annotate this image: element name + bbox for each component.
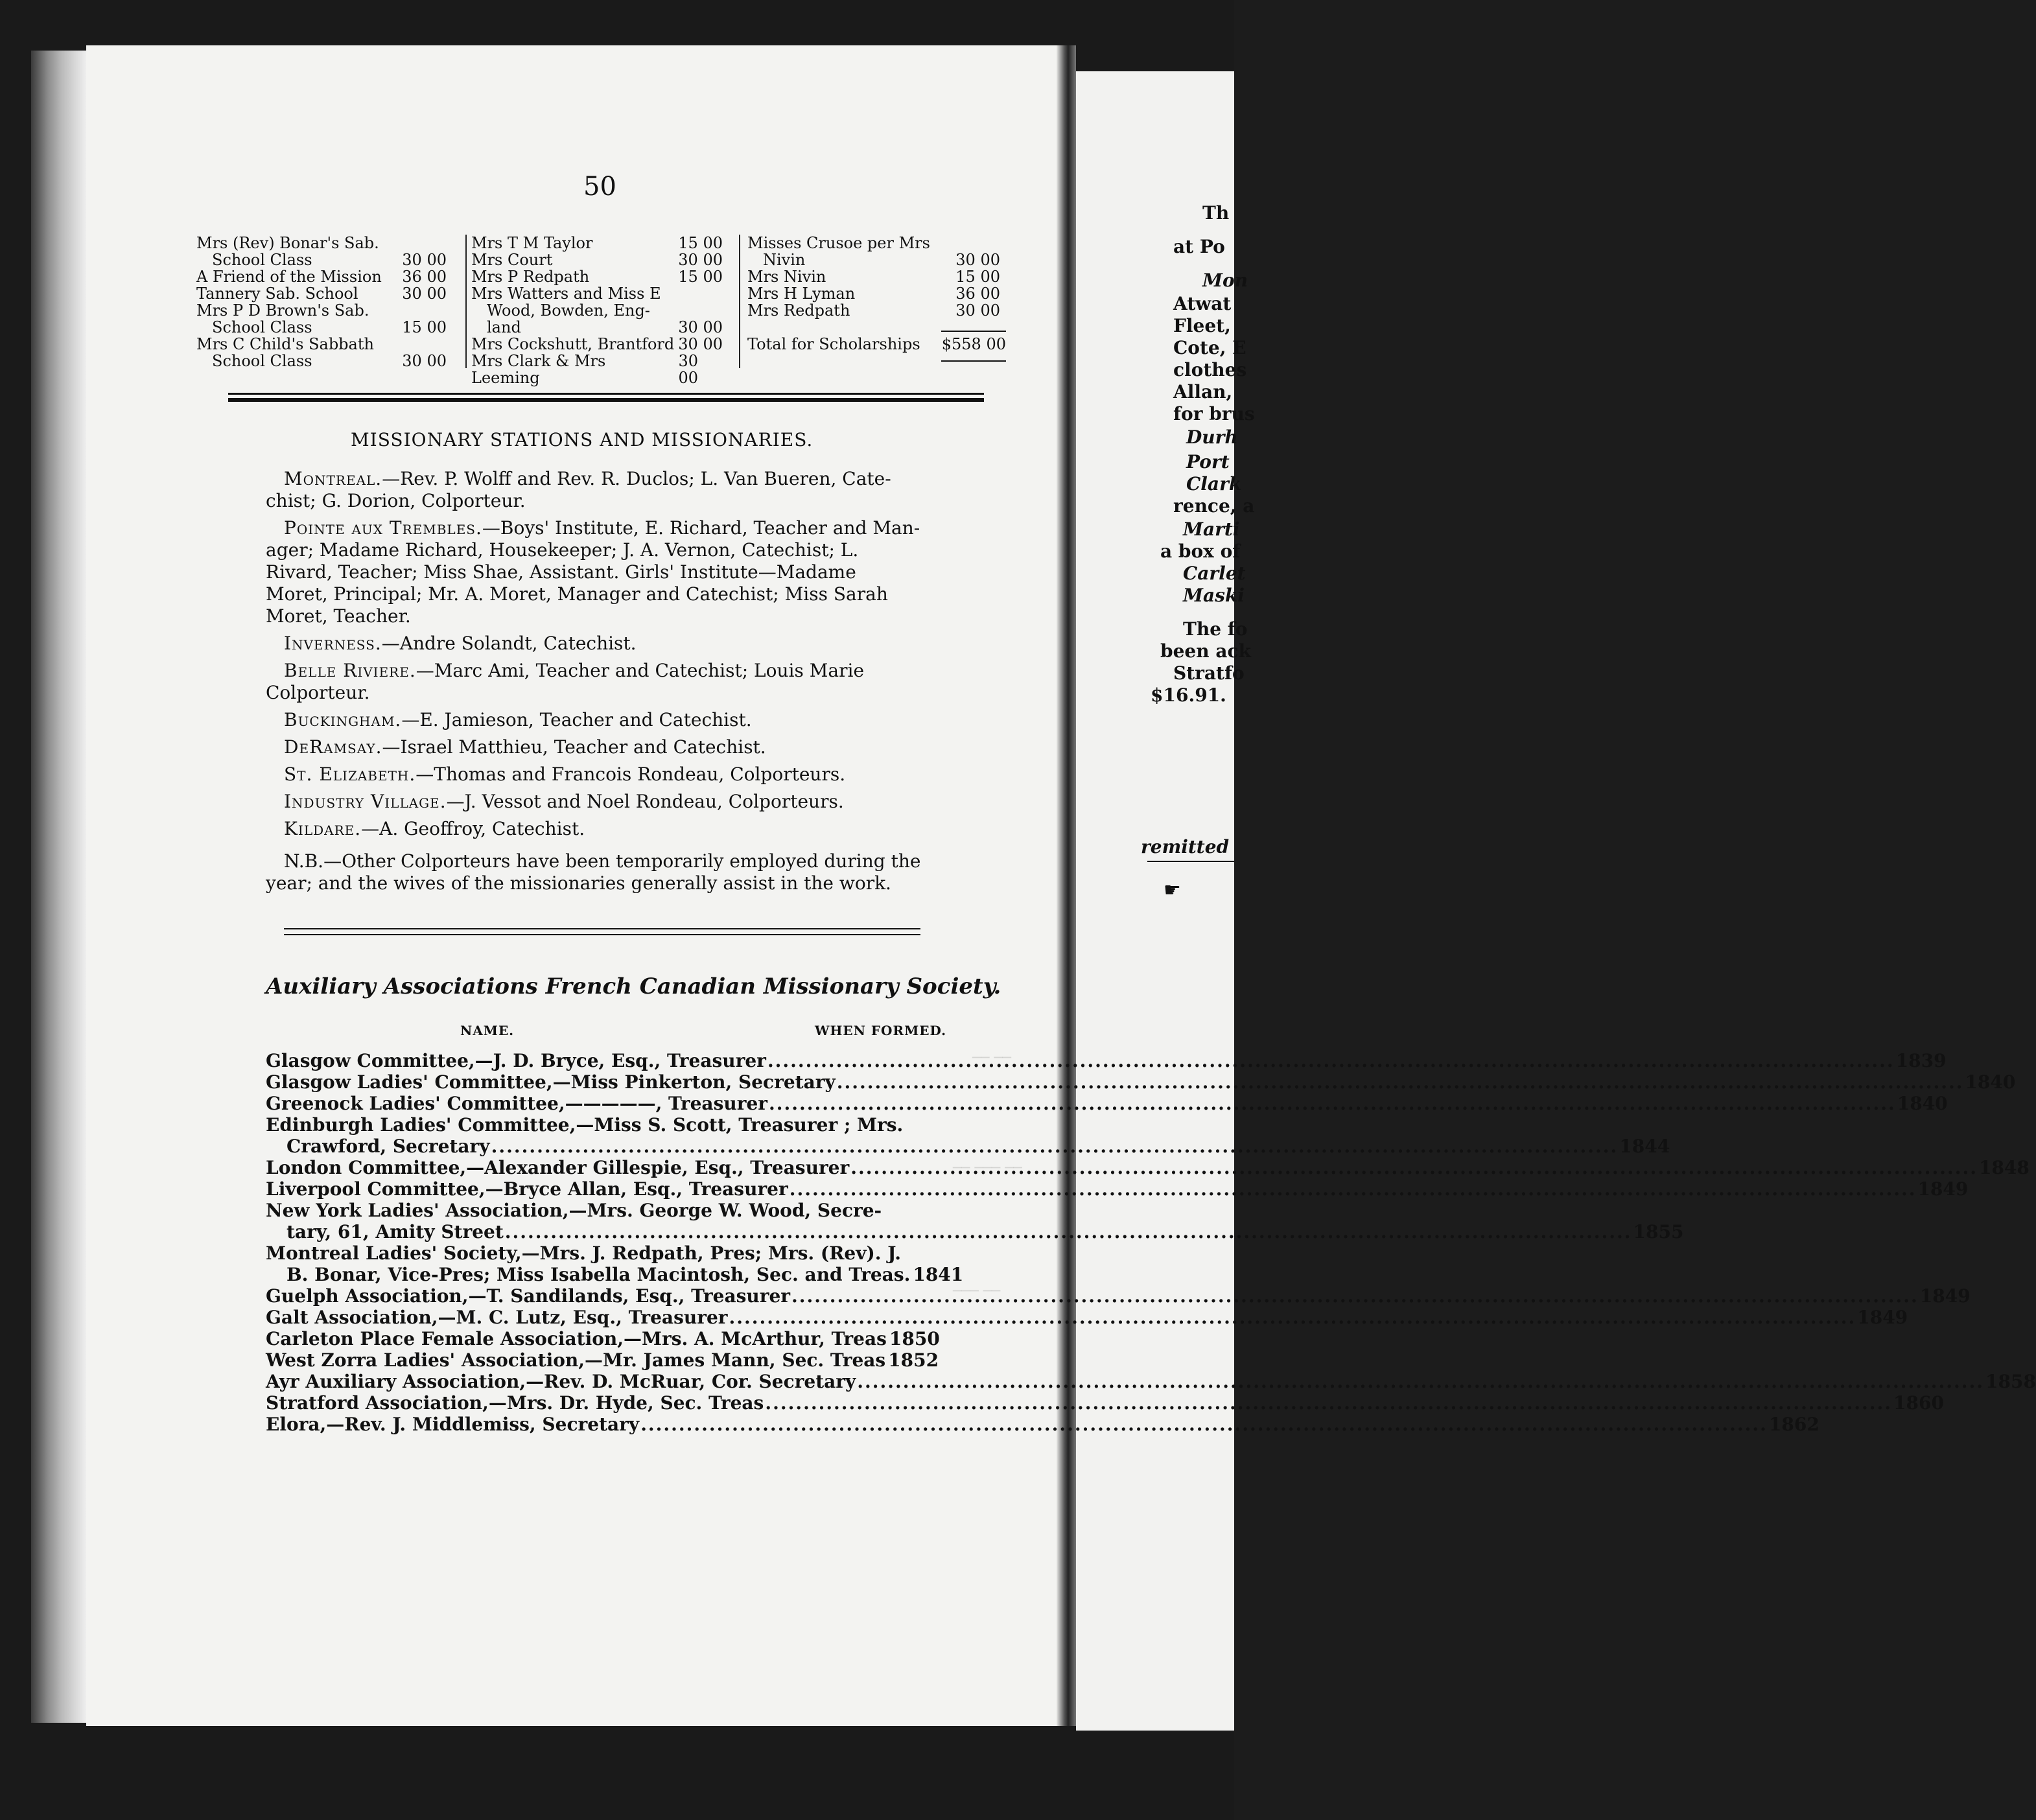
total-label: Total for Scholarships <box>747 335 920 353</box>
right-page-fragment: at Po <box>1173 236 1225 257</box>
donation-amount: 15 00 <box>678 234 723 252</box>
donor-name: Mrs Court <box>471 251 553 269</box>
donor-name: A Friend of the Mission <box>196 268 382 286</box>
page-gutter <box>1057 45 1076 1726</box>
donor-name: Mrs Redpath <box>747 301 850 320</box>
right-page-fragment: Stratfo <box>1173 662 1245 684</box>
station-line <box>266 736 920 758</box>
note-line: N.B.—Other Colporteurs have been temporarily employed during the <box>284 850 921 872</box>
station-entry <box>266 517 920 627</box>
donation-row <box>471 251 723 268</box>
station-text: Rivard, Teacher; Miss Shae, Assistant. Girls' Institute—Madame <box>266 561 856 583</box>
station-place: Montreal. <box>284 468 382 489</box>
column-divider <box>465 235 467 368</box>
donation-row <box>196 235 447 251</box>
auxiliary-row <box>266 1414 1820 1435</box>
year-formed: 1852 <box>888 1349 939 1371</box>
donation-amount: 36 00 <box>402 268 447 286</box>
auxiliary-text: Glasgow Ladies' Committee,—Miss Pinkerton, Secretary <box>266 1071 836 1093</box>
auxiliary-text: Montreal Ladies' Society,—Mrs. J. Redpath, Pres; Mrs. (Rev). J. <box>266 1242 902 1264</box>
donation-row <box>471 268 723 285</box>
donor-name: Mrs P D Brown's Sab. <box>196 301 369 320</box>
auxiliary-text: Galt Association,—M. C. Lutz, Esq., Treasurer <box>266 1307 728 1328</box>
station-entry <box>266 818 920 840</box>
leader-dots <box>491 1136 1619 1157</box>
auxiliary-text: Ayr Auxiliary Association,—Rev. D. McRuar, Cor. Secretary <box>266 1371 856 1392</box>
auxiliary-text: tary, 61, Amity Street <box>287 1221 504 1242</box>
donation-amount: 30 00 <box>678 335 723 353</box>
station-text: Moret, Teacher. <box>266 605 411 627</box>
station-place: St. Elizabeth. <box>284 764 416 785</box>
leader-dots <box>857 1371 1984 1392</box>
year-formed: 1839 <box>1895 1050 1947 1071</box>
right-page-fragment: Cote, E <box>1173 337 1246 358</box>
right-page-rule <box>1147 861 1234 862</box>
right-page-fragment: $16.91. <box>1151 684 1226 706</box>
name-column-header: NAME. <box>460 1023 515 1038</box>
right-page-fragment: for brus <box>1173 403 1255 425</box>
station-place: Industry Village. <box>284 791 447 812</box>
auxiliary-row <box>266 1328 940 1349</box>
station-text: ager; Madame Richard, Housekeeper; J. A. Vernon, Catechist; L. <box>266 539 859 561</box>
station-text: —Andre Solandt, Catechist. <box>381 633 637 654</box>
station-text: chist; G. Dorion, Colporteur. <box>266 490 526 511</box>
station-entry <box>266 709 920 731</box>
donations-column-1 <box>196 235 447 369</box>
auxiliary-text: Greenock Ladies' Committee,—————, Treasurer <box>266 1093 768 1114</box>
year-formed: 1841 <box>913 1264 964 1285</box>
right-page-fragment: Atwat <box>1173 293 1232 314</box>
station-place: DeRamsay. <box>284 736 382 758</box>
station-note <box>266 850 920 894</box>
bleed-through-mark: ── ── <box>972 1050 1011 1066</box>
auxiliary-text: B. Bonar, Vice-Pres; Miss Isabella Macintosh, Sec. and Treas. <box>287 1264 911 1285</box>
year-formed: 1849 <box>1917 1178 1969 1200</box>
leader-dots <box>837 1071 1964 1093</box>
station-line <box>266 583 920 605</box>
donation-row <box>747 268 1000 285</box>
leader-dots <box>765 1392 1892 1414</box>
donation-row <box>196 268 447 285</box>
auxiliary-row <box>266 1392 1944 1414</box>
station-text: —J. Vessot and Noel Rondeau, Colporteurs. <box>446 791 844 812</box>
station-place: Belle Riviere. <box>284 660 416 681</box>
station-line <box>266 468 920 490</box>
donation-amount: 30 00 <box>678 352 699 387</box>
auxiliary-row <box>266 1285 1971 1307</box>
auxiliary-list <box>266 1050 2036 1435</box>
right-page-fragment: Fleet, <box>1173 315 1231 336</box>
donation-row <box>196 353 447 369</box>
year-formed: 1849 <box>1857 1307 1908 1328</box>
donor-name: Mrs Clark & Mrs Leeming <box>471 352 606 387</box>
leader-dots <box>767 1050 1895 1071</box>
station-line <box>266 517 920 539</box>
station-line <box>266 818 920 840</box>
right-page-fragment: clothes <box>1173 359 1247 380</box>
station-place: Inverness. <box>284 633 382 654</box>
right-page-fragment: Durh <box>1186 426 1238 448</box>
donor-name: Mrs P Redpath <box>471 268 590 286</box>
auxiliary-row <box>266 1264 964 1285</box>
right-page <box>1076 71 1255 1731</box>
donation-row <box>196 336 447 353</box>
donation-amount: 30 00 <box>678 318 723 336</box>
station-text: —A. Geoffroy, Catechist. <box>361 818 585 839</box>
auxiliary-row <box>266 1178 1969 1200</box>
auxiliary-row <box>266 1200 919 1221</box>
donation-amount: 30 00 <box>402 285 447 303</box>
auxiliary-row <box>266 1242 919 1264</box>
donation-amount: 15 00 <box>955 268 1000 286</box>
donations-column-3 <box>747 235 1000 319</box>
right-page-fragment: Mon <box>1202 270 1248 291</box>
auxiliary-text: Edinburgh Ladies' Committee,—Miss S. Scott, Treasurer ; Mrs. <box>266 1114 904 1136</box>
bleed-through-mark: ── ─── ── <box>953 1160 1022 1176</box>
donation-amount: 30 00 <box>402 251 447 269</box>
donor-name: land <box>487 318 521 336</box>
donation-row <box>747 251 1000 268</box>
right-page-fragment: Marti <box>1183 519 1240 540</box>
auxiliary-text: Crawford, Secretary <box>287 1136 490 1157</box>
auxiliary-text: Glasgow Committee,—J. D. Bryce, Esq., Treasurer <box>266 1050 766 1071</box>
leader-dots <box>729 1307 1856 1328</box>
station-place: Pointe aux Trembles. <box>284 517 482 539</box>
auxiliary-text: Guelph Association,—T. Sandilands, Esq., Treasurer <box>266 1285 791 1307</box>
station-text: —E. Jamieson, Teacher and Catechist. <box>401 709 752 730</box>
donation-amount: 30 00 <box>678 251 723 269</box>
donation-row <box>747 235 1000 251</box>
auxiliary-row <box>266 1157 2030 1178</box>
auxiliary-row <box>266 1071 2016 1093</box>
year-formed: 1858 <box>1985 1371 2036 1392</box>
section-rule <box>228 393 984 395</box>
donation-row <box>196 319 447 336</box>
leader-dots <box>769 1093 1896 1114</box>
year-formed: 1844 <box>1619 1136 1670 1157</box>
donor-name: Mrs H Lyman <box>747 285 856 303</box>
right-page-fragment: Port <box>1186 451 1230 472</box>
right-page-fragment: a box of <box>1160 541 1241 562</box>
auxiliary-row <box>266 1050 1947 1071</box>
year-formed: 1840 <box>1965 1071 2016 1093</box>
total-rule <box>941 360 1006 362</box>
pointing-hand-icon: ☛ <box>1164 879 1181 902</box>
station-line <box>266 791 920 813</box>
station-place: Buckingham. <box>284 709 402 730</box>
auxiliary-row <box>266 1349 939 1371</box>
auxiliary-row <box>266 1221 1684 1242</box>
right-page-fragment: Carlet <box>1183 563 1246 584</box>
auxiliary-text: Liverpool Committee,—Bryce Allan, Esq., Treasurer <box>266 1178 788 1200</box>
right-page-fragment: Th <box>1202 202 1230 224</box>
right-page-fragment: remitted <box>1141 836 1230 858</box>
station-line <box>266 764 920 786</box>
station-line <box>266 709 920 731</box>
donation-row <box>196 285 447 302</box>
auxiliary-text: West Zorra Ladies' Association,—Mr. James Mann, Sec. Treas <box>266 1349 886 1371</box>
station-line <box>266 660 920 682</box>
leader-dots <box>505 1221 1632 1242</box>
section-rule <box>284 934 920 935</box>
station-text: Colporteur. <box>266 682 370 703</box>
station-entry <box>266 736 920 758</box>
auxiliary-row <box>266 1307 1908 1328</box>
donation-row <box>471 319 723 336</box>
station-text: —Marc Ami, Teacher and Catechist; Louis Marie <box>415 660 865 681</box>
donor-name: School Class <box>212 352 312 370</box>
donation-amount: 15 00 <box>678 268 723 286</box>
section-rule <box>228 398 984 402</box>
stations-heading: MISSIONARY STATIONS AND MISSIONARIES. <box>351 429 813 450</box>
note-line: year; and the wives of the missionaries generally assist in the work. <box>266 872 891 894</box>
right-page-fragment: Allan, <box>1173 381 1233 402</box>
donor-name: Wood, Bowden, Eng- <box>487 301 650 320</box>
station-text: —Boys' Institute, E. Richard, Teacher and Man- <box>482 517 920 539</box>
year-formed: 1855 <box>1633 1221 1684 1242</box>
donation-row <box>196 251 447 268</box>
station-text: —Thomas and Francois Rondeau, Colporteurs. <box>415 764 846 785</box>
station-entry <box>266 633 920 655</box>
leader-dots <box>640 1414 1768 1435</box>
year-formed: 1849 <box>1919 1285 1971 1307</box>
station-line <box>266 490 920 512</box>
donations-column-2 <box>471 235 723 386</box>
station-line <box>266 633 920 655</box>
donor-name: Mrs Cockshutt, Brantford <box>471 335 675 353</box>
donation-row <box>471 302 723 319</box>
right-page-fragment: Maski <box>1183 585 1245 606</box>
total-rule <box>941 331 1006 332</box>
station-entry <box>266 468 920 512</box>
year-formed: 1862 <box>1768 1414 1820 1435</box>
auxiliary-text: London Committee,—Alexander Gillespie, Esq., Treasurer <box>266 1157 850 1178</box>
book-spine-edge <box>31 51 86 1723</box>
donation-row <box>471 285 723 302</box>
leader-dots <box>790 1178 1917 1200</box>
right-page-fragment: been ack <box>1160 640 1251 662</box>
bleed-through-mark: ─── ── <box>953 1283 1001 1300</box>
auxiliary-text: Carleton Place Female Association,—Mrs. A. McArthur, Treas <box>266 1328 887 1349</box>
donor-name: Mrs Watters and Miss E <box>471 285 661 303</box>
station-line <box>266 561 920 583</box>
right-page-fragment: Clark <box>1186 473 1242 495</box>
right-page-fragment: rence, a <box>1173 495 1255 517</box>
auxiliary-row <box>266 1114 919 1136</box>
donation-amount: 30 00 <box>402 352 447 370</box>
station-line <box>266 605 920 627</box>
donation-row <box>471 353 723 386</box>
section-rule <box>284 928 920 929</box>
year-formed: 1840 <box>1897 1093 1948 1114</box>
auxiliary-text: Stratford Association,—Mrs. Dr. Hyde, Sec. Treas <box>266 1392 764 1414</box>
station-entry <box>266 791 920 813</box>
auxiliary-heading: Auxiliary Associations French Canadian Missionary Society. <box>266 974 1001 999</box>
year-formed: 1860 <box>1893 1392 1944 1414</box>
donor-name: Mrs Nivin <box>747 268 826 286</box>
donation-amount: 15 00 <box>402 318 447 336</box>
total-amount: $558 00 <box>941 335 1006 353</box>
station-text: —Israel Matthieu, Teacher and Catechist. <box>382 736 766 758</box>
donor-name: Misses Crusoe per Mrs <box>747 234 930 252</box>
donor-name: Nivin <box>763 251 806 269</box>
donation-row <box>747 285 1000 302</box>
station-entry <box>266 764 920 786</box>
donor-name: Mrs C Child's Sabbath <box>196 335 374 353</box>
year-formed: 1850 <box>889 1328 940 1349</box>
year-formed: 1848 <box>1978 1157 2030 1178</box>
station-text: Moret, Principal; Mr. A. Moret, Manager and Catechist; Miss Sarah <box>266 583 888 605</box>
auxiliary-row <box>266 1093 1948 1114</box>
station-entry <box>266 660 920 704</box>
donation-row <box>471 336 723 353</box>
donor-name: Tannery Sab. School <box>196 285 358 303</box>
station-text: —Rev. P. Wolff and Rev. R. Duclos; L. Van Bueren, Cate- <box>382 468 891 489</box>
station-line <box>266 682 920 704</box>
when-formed-column-header: WHEN FORMED. <box>815 1023 947 1038</box>
donor-name: Mrs (Rev) Bonar's Sab. <box>196 234 379 252</box>
donation-amount: 30 00 <box>955 301 1000 320</box>
donation-row <box>196 302 447 319</box>
donor-name: Mrs T M Taylor <box>471 234 593 252</box>
donation-row <box>471 235 723 251</box>
donation-amount: 30 00 <box>955 251 1000 269</box>
donation-amount: 36 00 <box>955 285 1000 303</box>
donor-name: School Class <box>212 318 312 336</box>
auxiliary-row <box>266 1136 1670 1157</box>
donor-name: School Class <box>212 251 312 269</box>
right-page-fragment: The fo <box>1183 618 1248 640</box>
station-place: Kildare. <box>284 818 362 839</box>
station-line <box>266 539 920 561</box>
donation-row <box>747 302 1000 319</box>
auxiliary-row <box>266 1371 2036 1392</box>
column-divider <box>739 235 740 368</box>
auxiliary-text: New York Ladies' Association,—Mrs. George W. Wood, Secre- <box>266 1200 882 1221</box>
auxiliary-text: Elora,—Rev. J. Middlemiss, Secretary <box>266 1414 640 1435</box>
page-number: 50 <box>583 172 616 202</box>
